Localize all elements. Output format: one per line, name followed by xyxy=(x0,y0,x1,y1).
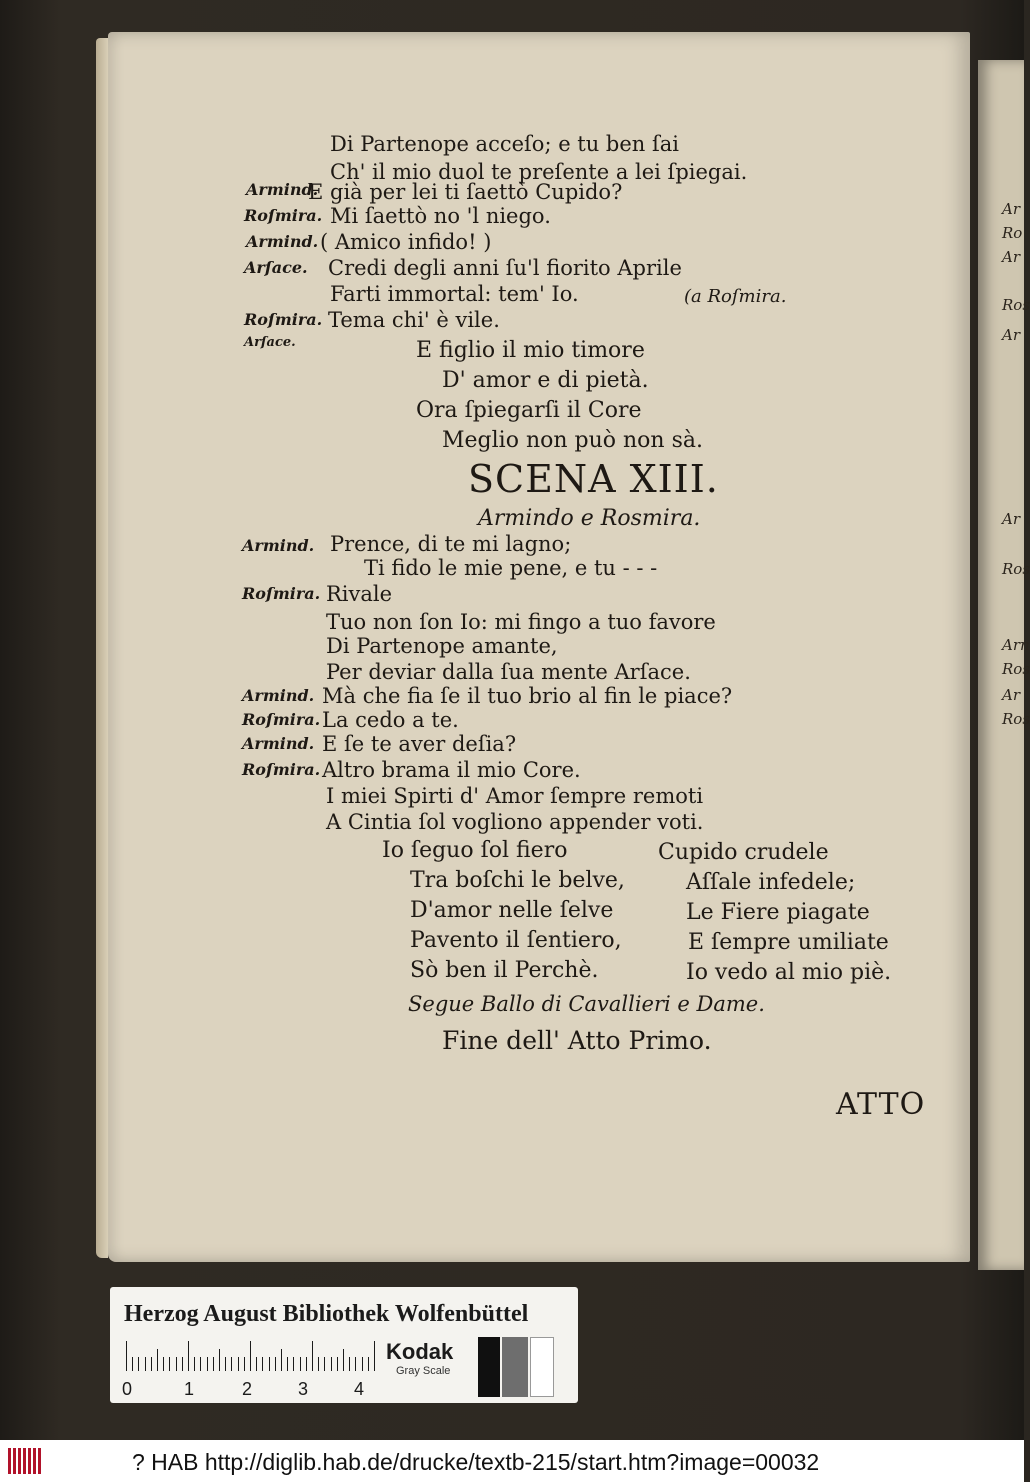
fragment: Ar xyxy=(1002,510,1021,528)
ruler-tick xyxy=(132,1357,133,1371)
aria-right-line: E ſempre umiliate xyxy=(688,930,889,955)
ruler-tick xyxy=(262,1357,263,1371)
text-line: Altro brama il mio Core. xyxy=(322,758,581,782)
speaker-label: Roſmira. xyxy=(244,206,323,225)
scene-title: SCENA XIII. xyxy=(468,457,719,501)
next-page-edge xyxy=(978,60,1030,1270)
ruler-tick xyxy=(343,1349,344,1371)
aria-right-line: Le Fiere piagate xyxy=(686,900,870,925)
text-line: Ti fido le mie pene, e tu - - - xyxy=(364,556,658,580)
ruler-tick xyxy=(231,1357,232,1371)
fragment: Arn xyxy=(1002,636,1030,654)
speaker-label: Armind. xyxy=(242,734,315,753)
text-line: E figlio il mio timore xyxy=(416,338,645,363)
ruler-number: 2 xyxy=(242,1379,253,1399)
text-line: La cedo a te. xyxy=(322,708,459,732)
scale-ruler xyxy=(126,1341,382,1371)
dance-note: Segue Ballo di Cavallieri e Dame. xyxy=(408,992,765,1016)
text-line: Meglio non può non sà. xyxy=(442,428,703,453)
text-line: E ſe te aver deſia? xyxy=(322,732,517,756)
fragment: Ar xyxy=(1002,248,1021,266)
fragment: Ar xyxy=(1002,200,1021,218)
text-line: Farti immortal: tem' Io. xyxy=(330,282,579,306)
speaker-label: Armind. xyxy=(242,536,315,555)
speaker-label: Armind. xyxy=(246,180,319,199)
ruler-tick xyxy=(200,1357,201,1371)
ruler-tick xyxy=(355,1357,356,1371)
speaker-label: Roſmira. xyxy=(242,710,321,729)
text-line: Di Partenope acceſo; e tu ben ſai xyxy=(330,132,680,156)
ruler-tick xyxy=(145,1357,146,1371)
gray-swatches xyxy=(478,1337,554,1397)
text-line: Tuo non ſon Io: mi fingo a tuo favore xyxy=(326,610,716,634)
text-line: Rivale xyxy=(326,582,393,606)
ruler-tick xyxy=(207,1357,208,1371)
swatch-white xyxy=(530,1337,554,1397)
aria-left-line: Pavento il ſentiero, xyxy=(410,928,622,953)
ruler-tick xyxy=(362,1357,363,1371)
hab-logo-icon xyxy=(8,1448,44,1474)
ruler-tick xyxy=(374,1341,375,1371)
ruler-tick xyxy=(349,1357,350,1371)
aria-right-line: Aſſale infedele; xyxy=(686,870,856,895)
ruler-tick xyxy=(176,1357,177,1371)
fragment: Ar xyxy=(1002,686,1021,704)
page-stack-edge xyxy=(96,38,108,1258)
text-line: E già per lei ti ſaettò Cupido? xyxy=(308,180,623,204)
fragment: Ro xyxy=(1002,224,1023,242)
ruler-tick xyxy=(256,1357,257,1371)
page-url[interactable]: ? HAB http://diglib.hab.de/drucke/textb-215/start.htm?image=00032 xyxy=(132,1449,820,1475)
aria-left-line: Tra boſchi le belve, xyxy=(410,868,625,893)
speaker-label: Armind. xyxy=(242,686,315,705)
text-line: Prence, di te mi lagno; xyxy=(330,532,572,556)
fragment: Ar xyxy=(1002,326,1021,344)
ruler-tick xyxy=(275,1357,276,1371)
ruler-tick xyxy=(368,1357,369,1371)
ruler-tick xyxy=(244,1357,245,1371)
text-line: Per deviar dalla ſua mente Arſace. xyxy=(326,660,691,684)
speaker-label: Arſace. xyxy=(244,258,308,277)
text-line: Credi degli anni ſu'l fiorito Aprile xyxy=(328,256,682,280)
text-line: Di Partenope amante, xyxy=(326,634,558,658)
speaker-label: Roſmira. xyxy=(244,310,323,329)
ruler-tick xyxy=(182,1357,183,1371)
aria-right-line: Cupido crudele xyxy=(658,840,829,865)
ruler-tick xyxy=(238,1357,239,1371)
ruler-tick xyxy=(169,1357,170,1371)
library-name: Herzog August Bibliothek Wolfenbüttel xyxy=(124,1301,529,1327)
aria-left-line: Io ſeguo ſol fiero xyxy=(382,838,568,863)
book-page xyxy=(108,32,970,1262)
fragment: Ros xyxy=(1002,560,1030,578)
color-calibration-card xyxy=(110,1287,578,1403)
text-line: ( Amico infido! ) xyxy=(320,230,492,254)
text-line: A Cintia ſol vogliono appender voti. xyxy=(326,810,704,834)
ruler-tick xyxy=(306,1357,307,1371)
ruler-tick xyxy=(126,1341,127,1371)
scene-characters: Armindo e Rosmira. xyxy=(478,506,701,531)
ruler-tick xyxy=(213,1357,214,1371)
speaker-label: Roſmira. xyxy=(242,760,321,779)
ruler-tick xyxy=(188,1341,189,1371)
ruler-tick xyxy=(151,1357,152,1371)
swatch-black xyxy=(478,1337,500,1397)
aria-left-line: Sò ben il Perchè. xyxy=(410,958,599,983)
ruler-tick xyxy=(269,1357,270,1371)
ruler-tick xyxy=(324,1357,325,1371)
aria-left-line: D'amor nelle ſelve xyxy=(410,898,614,923)
ruler-tick xyxy=(225,1357,226,1371)
speaker-label: Arſace. xyxy=(244,335,296,350)
ruler-tick xyxy=(331,1357,332,1371)
text-line: D' amor e di pietà. xyxy=(442,368,649,393)
ruler-tick xyxy=(194,1357,195,1371)
speaker-label: Roſmira. xyxy=(242,584,321,603)
kodak-brand: Kodak xyxy=(386,1339,454,1364)
ruler-tick xyxy=(318,1357,319,1371)
fragment: Ros xyxy=(1002,660,1030,678)
ruler-tick xyxy=(300,1357,301,1371)
text-line: Ora ſpiegarſi il Core xyxy=(416,398,642,423)
url-bar xyxy=(0,1440,1024,1482)
text-line: Ch' il mio duol te preſente a lei ſpiegai. xyxy=(330,160,748,184)
fragment: Ros xyxy=(1002,710,1030,728)
text-line: Tema chi' è vile. xyxy=(328,308,500,332)
act-end: Fine dell' Atto Primo. xyxy=(442,1026,712,1055)
ruler-tick xyxy=(157,1349,158,1371)
swatch-gray xyxy=(502,1337,528,1397)
ruler-tick xyxy=(219,1349,220,1371)
ruler-tick xyxy=(293,1357,294,1371)
text-line: Mà che fia ſe il tuo brio al fin le piace? xyxy=(322,684,733,708)
catchword: ATTO xyxy=(836,1087,926,1122)
ruler-number: 3 xyxy=(298,1379,309,1399)
text-line: Mi ſaettò no 'l niego. xyxy=(330,204,551,228)
ruler-tick xyxy=(138,1357,139,1371)
aria-right-line: Io vedo al mio piè. xyxy=(686,960,892,985)
text-line: I miei Spirti d' Amor ſempre remoti xyxy=(326,784,704,808)
speaker-label: Armind. xyxy=(246,232,319,251)
ruler-number: 1 xyxy=(184,1379,195,1399)
ruler-tick xyxy=(287,1357,288,1371)
ruler-tick xyxy=(337,1357,338,1371)
ruler-tick xyxy=(163,1357,164,1371)
ruler-number: 4 xyxy=(354,1379,365,1399)
ruler-tick xyxy=(312,1341,313,1371)
ruler-number: 0 xyxy=(122,1379,133,1399)
ruler-tick xyxy=(250,1341,251,1371)
fragment: Ros xyxy=(1002,296,1030,314)
stage-direction: (a Roſmira. xyxy=(684,286,787,307)
gray-scale-label: Gray Scale xyxy=(396,1365,451,1377)
ruler-tick xyxy=(281,1349,282,1371)
